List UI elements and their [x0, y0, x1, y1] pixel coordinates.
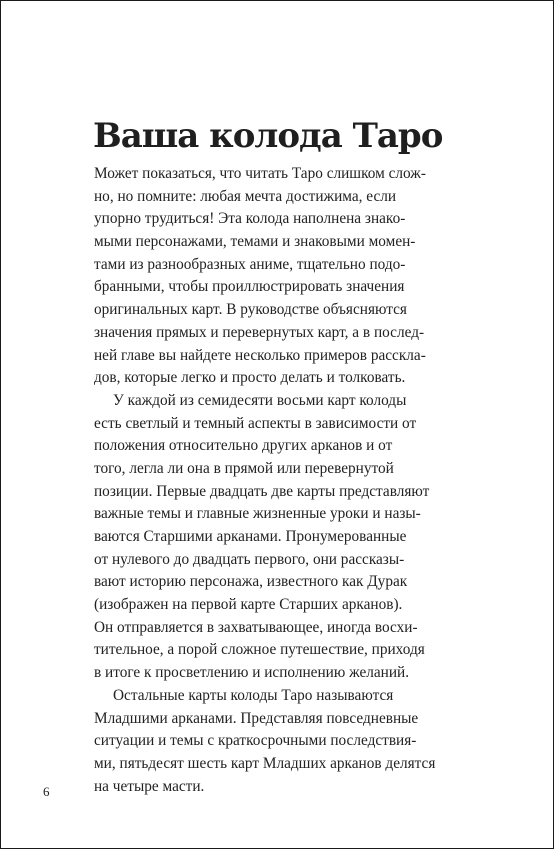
text-line: тами из разнообразных аниме, тщательно подо-: [94, 255, 406, 273]
text-line: ваются Старшими арканами. Пронумерованные: [94, 528, 407, 545]
text-line: в итоге к просветлению и исполнению желаний.: [94, 664, 410, 682]
text-line: есть светлый и темный аспекты в зависимости от: [94, 414, 417, 432]
text-line: (изображен на первой карте Старших арканов).: [94, 596, 403, 614]
text-line: У каждой из семидесяти восьми карт колоды: [113, 391, 407, 409]
text-line: Он отправляется в захватывающее, иногда восхи-: [94, 618, 418, 636]
text-line: ми, пятьдесят шесть карт Младших арканов делятся: [94, 754, 436, 772]
text-line: положения относительно других арканов и от: [94, 437, 393, 455]
text-line: того, легла ли она в прямой или перевернутой: [94, 459, 394, 477]
body-text: [94, 163, 474, 798]
text-line: дов, которые легко и просто делать и толковать.: [94, 369, 406, 387]
text-line: тительное, а порой сложное путешествие, приходя: [94, 641, 425, 659]
text-line: важные темы и главные жизненные уроки и назы-: [94, 505, 421, 523]
text-line: вают историю персонажа, известного как Дурак: [94, 573, 408, 591]
text-line: Младшими арканами. Представляя повседневные: [94, 709, 419, 727]
text-line: Может показаться, что читать Таро слишком слож-: [94, 165, 426, 182]
text-line: значения прямых и перевернутых карт, а в послед-: [94, 323, 425, 341]
text-line: от нулевого до двадцать первого, они рассказы-: [94, 550, 405, 568]
text-line: ней главе вы найдете несколько примеров расскла-: [94, 346, 426, 364]
page-title: Ваша колода Таро: [93, 116, 443, 156]
text-line: позиции. Первые двадцать две карты представляют: [94, 482, 430, 500]
text-line: упорно трудиться! Эта колода наполнена знако-: [94, 210, 406, 228]
text-line: но, но помните: любая мечта достижима, если: [94, 187, 397, 205]
text-line: оригинальных карт. В руководстве объясняются: [94, 301, 407, 319]
text-line: на четыре масти.: [94, 777, 205, 795]
text-line: ситуации и темы с краткосрочными последствия-: [94, 732, 417, 750]
text-line: мыми персонажами, темами и знаковыми момен-: [94, 233, 416, 251]
text-line: Остальные карты колоды Таро называются: [113, 686, 394, 704]
page-number: 6: [43, 784, 50, 799]
text-line: бранными, чтобы проиллюстрировать значения: [94, 278, 405, 296]
